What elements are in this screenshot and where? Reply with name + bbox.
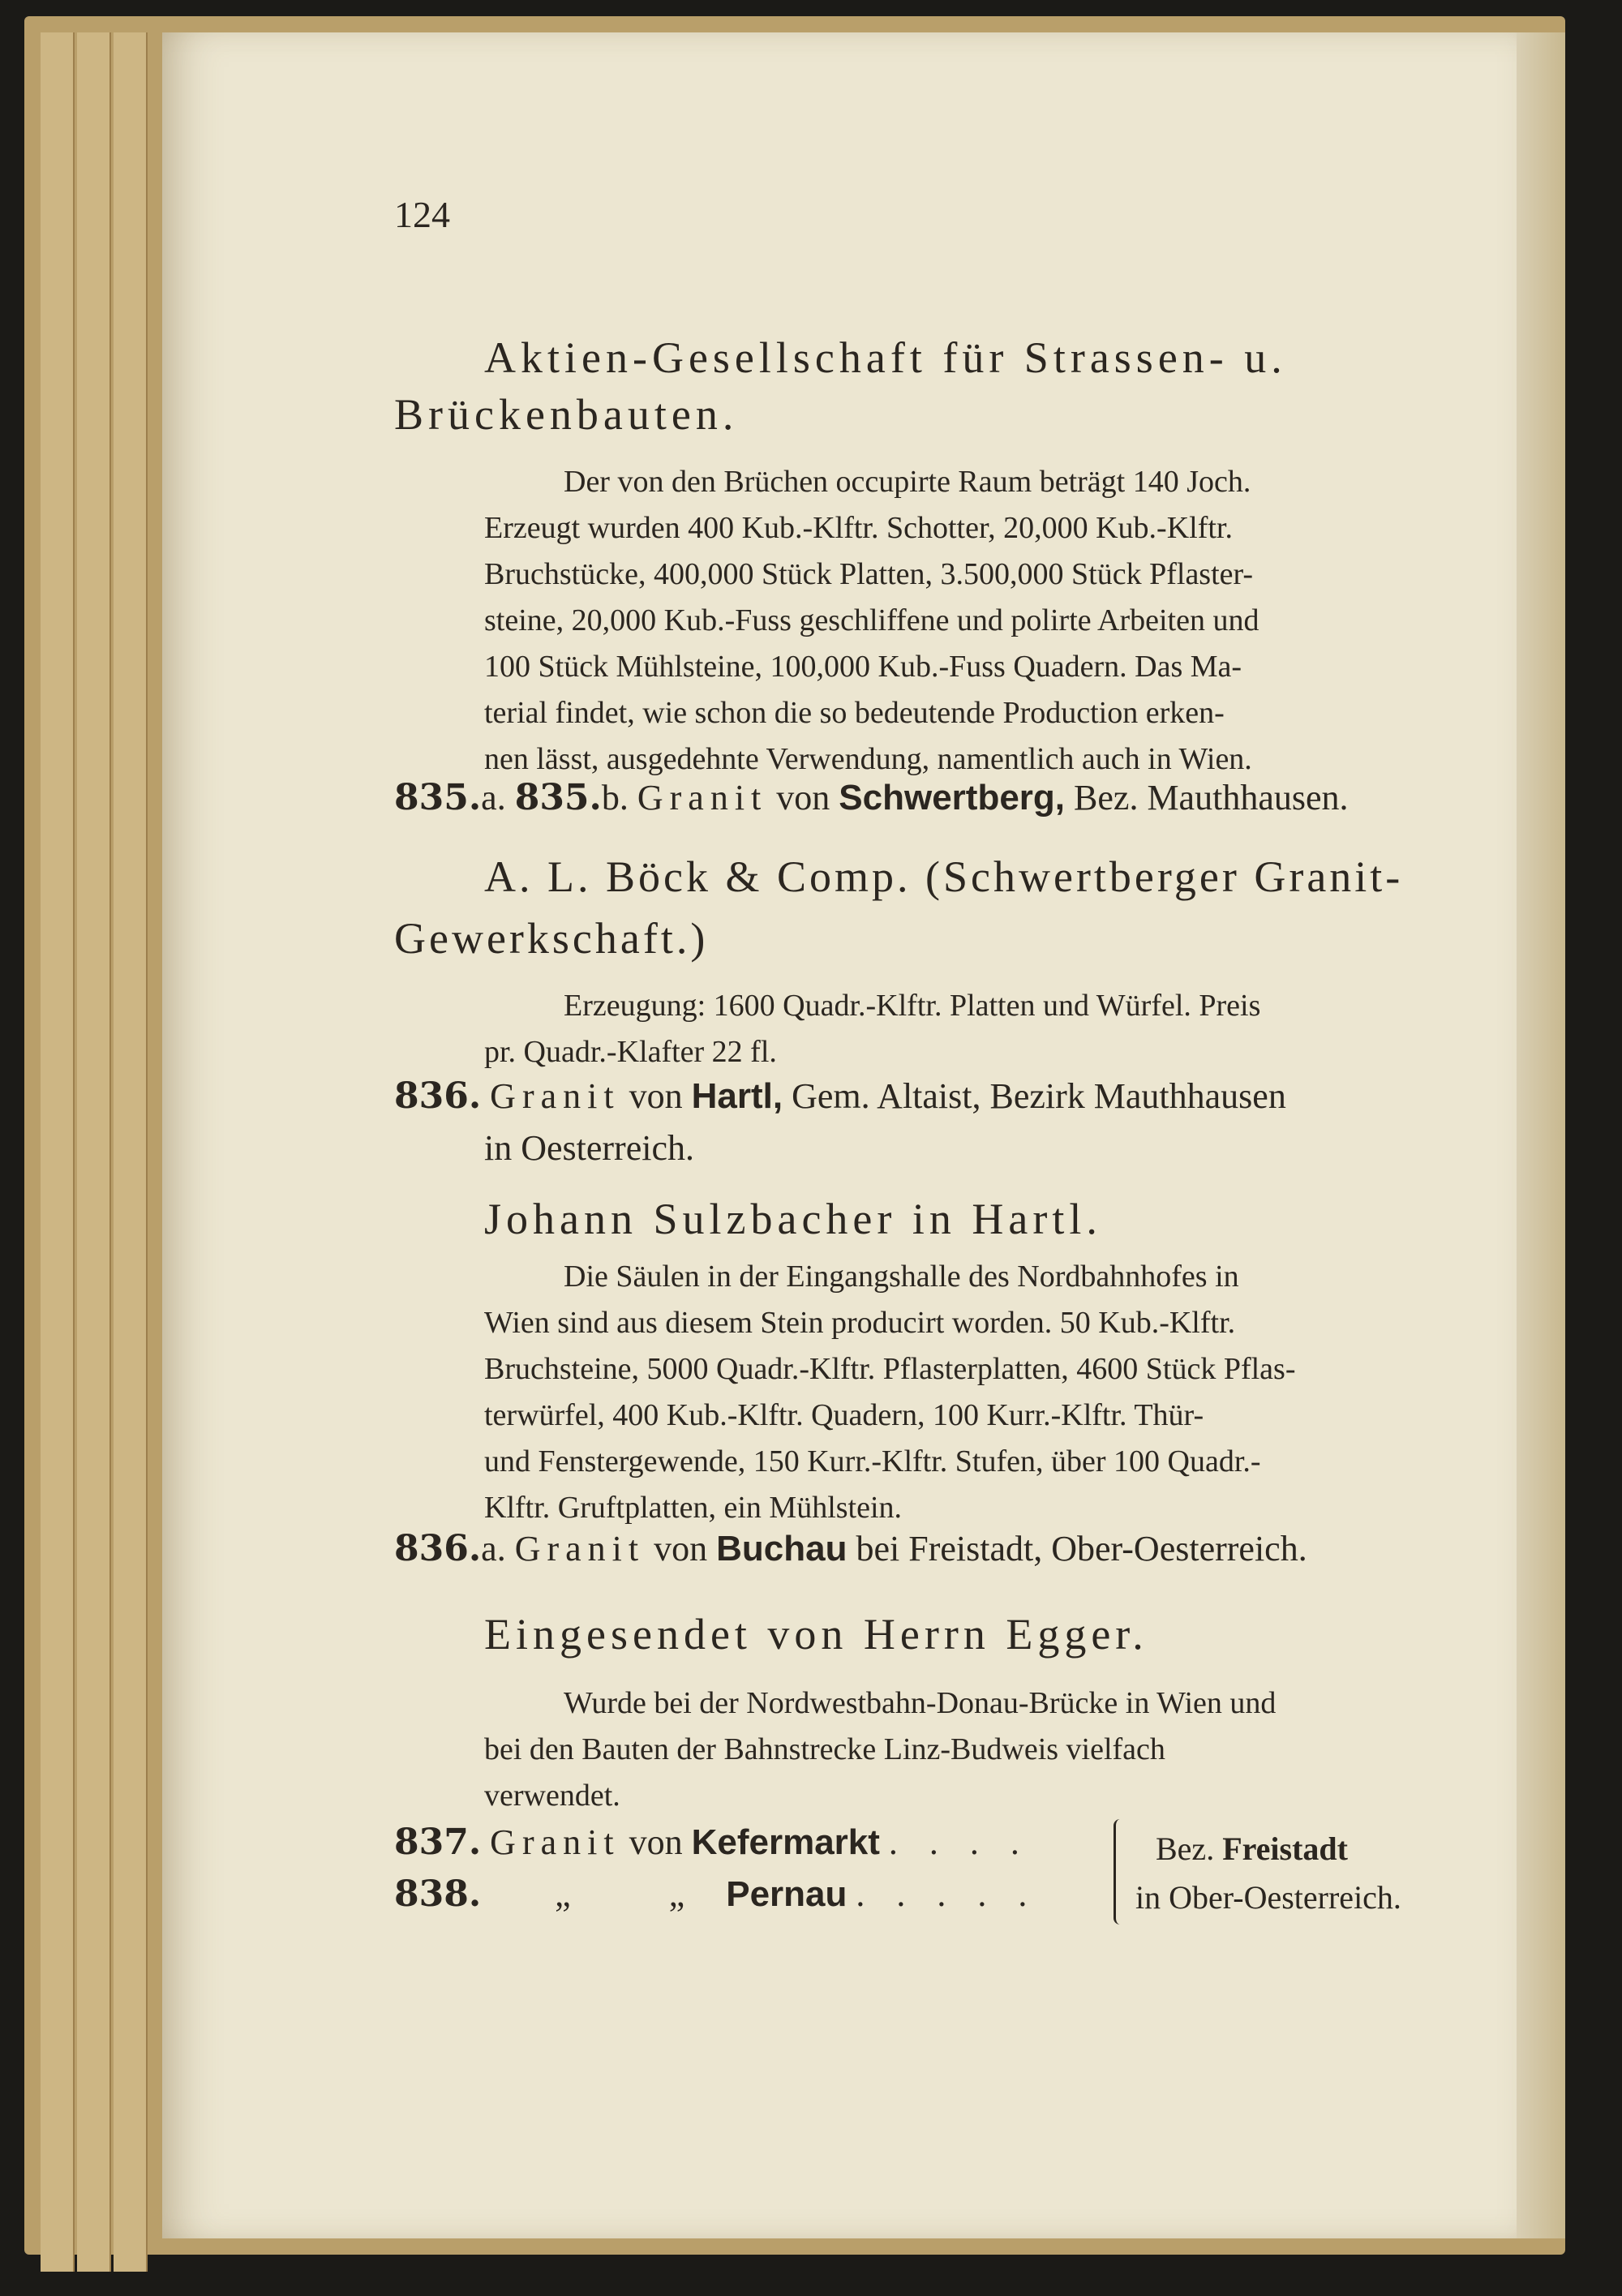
connector: von [629, 1822, 683, 1862]
material-label: Granit [514, 1529, 646, 1569]
text-line: Erzeugt wurden 400 Kub.-Klftr. Schotter, 20,000 Kub.-Klftr. [484, 511, 1233, 545]
text-line: Wien sind aus diesem Stein producirt worden. 50 Kub.-Klftr. [484, 1306, 1236, 1340]
text-line: und Fenstergewende, 150 Kurr.-Klftr. Stufen, über 100 Quadr.- [484, 1444, 1261, 1478]
text-line: Wurde bei der Nordwestbahn-Donau-Brücke in Wien und [564, 1686, 1277, 1720]
entry-continuation: in Oesterreich. [484, 1128, 694, 1168]
connector: von [629, 1076, 683, 1116]
text-line: Die Säulen in der Eingangshalle des Nordbahnhofes in [564, 1260, 1239, 1294]
text-line: Bruchstücke, 400,000 Stück Platten, 3.500,000 Stück Pflaster- [484, 557, 1254, 591]
district-name: Freistadt [1222, 1830, 1348, 1867]
entry-number: 837. [394, 1822, 482, 1863]
description-paragraph [484, 459, 1409, 783]
section-heading: A. L. Böck & Comp. (Schwertberger Granit- [484, 852, 1404, 901]
catalogue-entry [394, 1822, 1031, 1863]
place-name: Kefermarkt [691, 1822, 880, 1862]
text-line: steine, 20,000 Kub.-Fuss geschliffene und polirte Arbeiten und [484, 603, 1259, 637]
text-line: Erzeugung: 1600 Quadr.-Klftr. Platten und Würfel. Preis [564, 989, 1261, 1023]
text-line: bei den Bauten der Bahnstrecke Linz-Budweis vielfach [484, 1732, 1165, 1766]
place-name: Schwertberg, [839, 778, 1066, 818]
description-paragraph [484, 983, 1260, 1075]
ditto-mark: „ [555, 1874, 571, 1914]
text-line: pr. Quadr.-Klafter 22 fl. [484, 1035, 777, 1069]
catalogue-entry [394, 1075, 1286, 1117]
catalogue-entry [394, 1873, 1038, 1915]
text-line: terial findet, wie schon die so bedeutende Production erken- [484, 696, 1225, 730]
connector: von [654, 1529, 708, 1569]
text-line: Bruchsteine, 5000 Quadr.-Klftr. Pflasterplatten, 4600 Stück Pflas- [484, 1352, 1296, 1386]
entry-location: bei Freistadt, Ober-Oesterreich. [856, 1529, 1307, 1569]
entry-number: 838. [394, 1873, 482, 1915]
place-name: Pernau [726, 1874, 847, 1914]
place-name: Buchau [716, 1529, 847, 1569]
material-label: Granit [490, 1076, 620, 1116]
material-label: Granit [637, 778, 768, 818]
section-heading: Eingesendet von Herrn Egger. [484, 1610, 1148, 1659]
description-paragraph [484, 1680, 1276, 1819]
material-label: Granit [490, 1822, 620, 1862]
ditto-mark: „ [668, 1874, 685, 1914]
section-heading-cont: Gewerkschaft.) [394, 914, 709, 963]
entry-number: 835. [394, 777, 482, 818]
entry-number: 835. [514, 777, 602, 818]
page-stack-edge [114, 32, 148, 2272]
page-stack-edge [41, 32, 75, 2272]
text-line: Der von den Brüchen occupirte Raum beträgt 140 Joch. [564, 465, 1251, 499]
section-heading-cont: Brückenbauten. [394, 390, 739, 439]
place-name: Hartl, [691, 1076, 783, 1116]
entry-location: Gem. Altaist, Bezirk Mauthhausen [792, 1076, 1286, 1116]
text-line: terwürfel, 400 Kub.-Klftr. Quadern, 100 Kurr.-Klftr. Thür- [484, 1398, 1204, 1432]
catalogue-entry [394, 777, 1349, 818]
grouping-brace [1114, 1819, 1127, 1925]
page-stack-edge [77, 32, 111, 2272]
leader-dots: . . . . [888, 1822, 1031, 1862]
connector: von [776, 778, 830, 818]
text-line: 100 Stück Mühlsteine, 100,000 Kub.-Fuss Quadern. Das Ma- [484, 650, 1242, 684]
grouped-region: in Ober-Oesterreich. [1135, 1879, 1401, 1916]
district-prefix: Bez. [1156, 1830, 1215, 1867]
entry-location: Bez. Mauthhausen. [1074, 778, 1349, 818]
text-line: Klftr. Gruftplatten, ein Mühlstein. [484, 1491, 903, 1525]
text-line: nen lässt, ausgedehnte Verwendung, namentlich auch in Wien. [484, 742, 1252, 776]
section-heading: Aktien-Gesellschaft für Strassen- u. [484, 333, 1287, 382]
section-heading: Johann Sulzbacher in Hartl. [484, 1195, 1102, 1243]
entry-suffix: b. [601, 778, 629, 818]
text-line: verwendet. [484, 1779, 620, 1813]
description-paragraph [484, 1254, 1296, 1531]
right-page-edge [1517, 32, 1565, 2238]
leader-dots: . . . . . [856, 1874, 1039, 1914]
entry-number: 836. [394, 1528, 482, 1569]
grouped-location [1156, 1830, 1348, 1868]
catalogue-entry [394, 1528, 1307, 1569]
entry-suffix: a. [481, 1529, 506, 1569]
entry-suffix: a. [481, 778, 506, 818]
page-number: 124 [394, 194, 450, 235]
entry-number: 836. [394, 1075, 482, 1117]
